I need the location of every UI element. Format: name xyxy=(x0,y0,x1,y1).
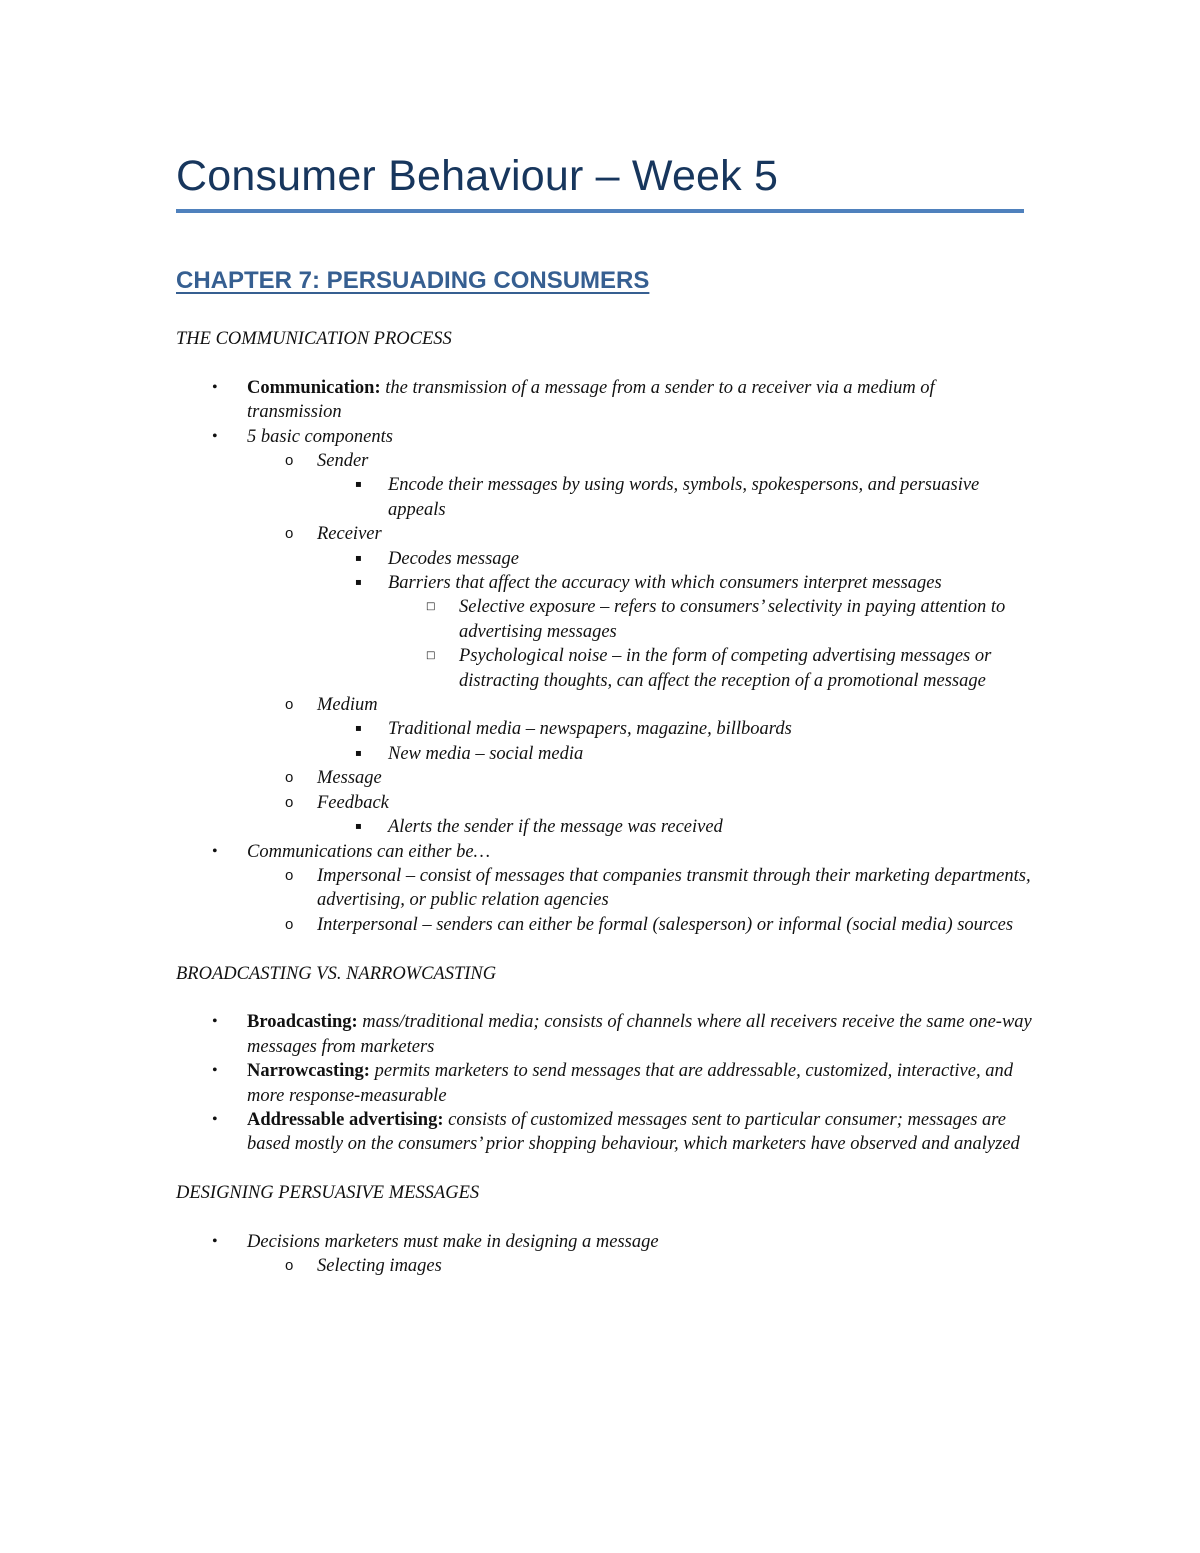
bullet-circle: o xyxy=(285,793,294,811)
receiver-barriers: Barriers that affect the accuracy with which consumers interpret messages xyxy=(388,573,942,594)
bullet-square: ▪ xyxy=(355,552,362,564)
section-heading-designing: DESIGNING PERSUASIVE MESSAGES xyxy=(176,1183,480,1204)
list-item xyxy=(317,547,1032,571)
barrier-psychological-noise: Psychological noise – in the form of competing advertising messages or distracting thoughts, can affect the reception of a promotional message xyxy=(459,646,992,691)
bullet-circle: o xyxy=(285,866,294,884)
bullet-dot: • xyxy=(212,378,218,396)
bullet-dot: • xyxy=(212,1062,218,1080)
designing-decisions: Decisions marketers must make in designing a message xyxy=(247,1231,659,1252)
list-item xyxy=(176,1059,1032,1108)
section-heading-communication-process: THE COMMUNICATION PROCESS xyxy=(176,329,452,349)
receiver-decodes: Decodes message xyxy=(388,548,519,569)
bullet-dot: • xyxy=(212,427,218,445)
chapter-heading: CHAPTER 7: PERSUADING CONSUMERS xyxy=(176,267,650,294)
list-item xyxy=(176,425,1032,840)
list-item xyxy=(317,815,1032,839)
list-item xyxy=(176,1010,1032,1059)
definition-broadcasting: mass/traditional media; consists of channels where all receivers receive the same one-way messages from marketers xyxy=(247,1012,1032,1057)
type-impersonal: Impersonal – consist of messages that companies transmit through their marketing departments, advertising, or public relation agencies xyxy=(317,865,1031,911)
list-item xyxy=(176,840,1032,938)
bullet-dot: • xyxy=(212,1232,218,1250)
component-feedback: Feedback xyxy=(317,792,389,813)
communication-types-list xyxy=(247,864,1032,937)
list-item xyxy=(317,473,1032,522)
bullet-circle: o xyxy=(285,1257,294,1275)
list-item xyxy=(247,913,1032,937)
list-item xyxy=(247,766,1032,790)
bullet-square: ▪ xyxy=(355,577,362,589)
bullet-circle: o xyxy=(285,525,294,543)
definition-narrowcasting: permits marketers to send messages that are addressable, customized, interactive, and more response-measurable xyxy=(247,1061,1013,1106)
bullet-circle: o xyxy=(285,769,294,787)
bullet-dot: • xyxy=(212,842,218,860)
section-heading-broadcasting: BROADCASTING VS. NARROWCASTING xyxy=(176,963,497,984)
term-communication: Communication: xyxy=(247,377,381,398)
list-item xyxy=(247,791,1032,840)
bullet-square: ▪ xyxy=(355,821,362,833)
bullet-dot: • xyxy=(212,1013,218,1031)
bullet-circle: o xyxy=(285,696,294,714)
list-item xyxy=(176,1230,1032,1279)
list-item xyxy=(388,595,1032,644)
definition-addressable-advertising: consists of customized messages sent to particular consumer; messages are based mostly on the consumers’ prior shopping behaviour, which marketers have observed and analyzed xyxy=(247,1109,1020,1155)
term-narrowcasting: Narrowcasting: xyxy=(247,1061,370,1082)
bullet-open-square: □ xyxy=(426,650,436,662)
sender-point: Encode their messages by using words, symbols, spokespersons, and persuasive appeals xyxy=(388,475,980,520)
medium-traditional: Traditional media – newspapers, magazine, billboards xyxy=(388,719,792,740)
bullet-dot: • xyxy=(212,1110,218,1128)
list-item xyxy=(388,644,1032,693)
barrier-list xyxy=(388,595,1032,693)
list-item xyxy=(317,742,1032,766)
bullet-circle: o xyxy=(285,452,294,470)
communication-process-list xyxy=(176,376,1032,937)
definition-communication: the transmission of a message from a sender to a receiver via a medium of transmission xyxy=(247,377,935,423)
feedback-point: Alerts the sender if the message was received xyxy=(388,817,723,838)
list-item xyxy=(317,571,1032,693)
component-sender: Sender xyxy=(317,451,369,472)
medium-new: New media – social media xyxy=(388,743,584,764)
component-medium: Medium xyxy=(317,695,378,716)
bullet-open-square: □ xyxy=(426,601,436,613)
type-interpersonal: Interpersonal – senders can either be formal (salesperson) or informal (social media) sources xyxy=(317,914,1014,935)
list-item xyxy=(176,1108,1032,1157)
feedback-points xyxy=(317,815,1032,839)
decision-selecting-images: Selecting images xyxy=(317,1256,442,1277)
bullet-circle: o xyxy=(285,915,294,933)
communications-either: Communications can either be… xyxy=(247,841,491,862)
document-body xyxy=(176,327,1032,1279)
designing-decisions-list xyxy=(247,1254,1032,1278)
components-list xyxy=(247,449,1032,840)
components-label: 5 basic components xyxy=(247,426,393,447)
list-item xyxy=(247,864,1032,913)
title-underline-rule xyxy=(176,209,1024,213)
list-item xyxy=(317,717,1032,741)
bullet-square: ▪ xyxy=(355,723,362,735)
barrier-selective-exposure: Selective exposure – refers to consumers’ selectivity in paying attention to advertising messages xyxy=(459,597,1006,642)
bullet-square: ▪ xyxy=(355,747,362,759)
component-receiver: Receiver xyxy=(317,524,382,545)
medium-points xyxy=(317,717,1032,766)
document-title: Consumer Behaviour – Week 5 xyxy=(176,152,779,200)
designing-list xyxy=(176,1230,1032,1279)
component-message: Message xyxy=(317,768,382,789)
term-addressable-advertising: Addressable advertising: xyxy=(247,1109,444,1130)
sender-points xyxy=(317,473,1032,522)
list-item xyxy=(247,1254,1032,1278)
term-broadcasting: Broadcasting: xyxy=(247,1012,358,1033)
list-item xyxy=(247,522,1032,693)
receiver-points xyxy=(317,547,1032,693)
broadcasting-list xyxy=(176,1010,1032,1156)
list-item xyxy=(176,376,1032,425)
list-item xyxy=(247,693,1032,766)
bullet-square: ▪ xyxy=(355,479,362,491)
list-item xyxy=(247,449,1032,522)
